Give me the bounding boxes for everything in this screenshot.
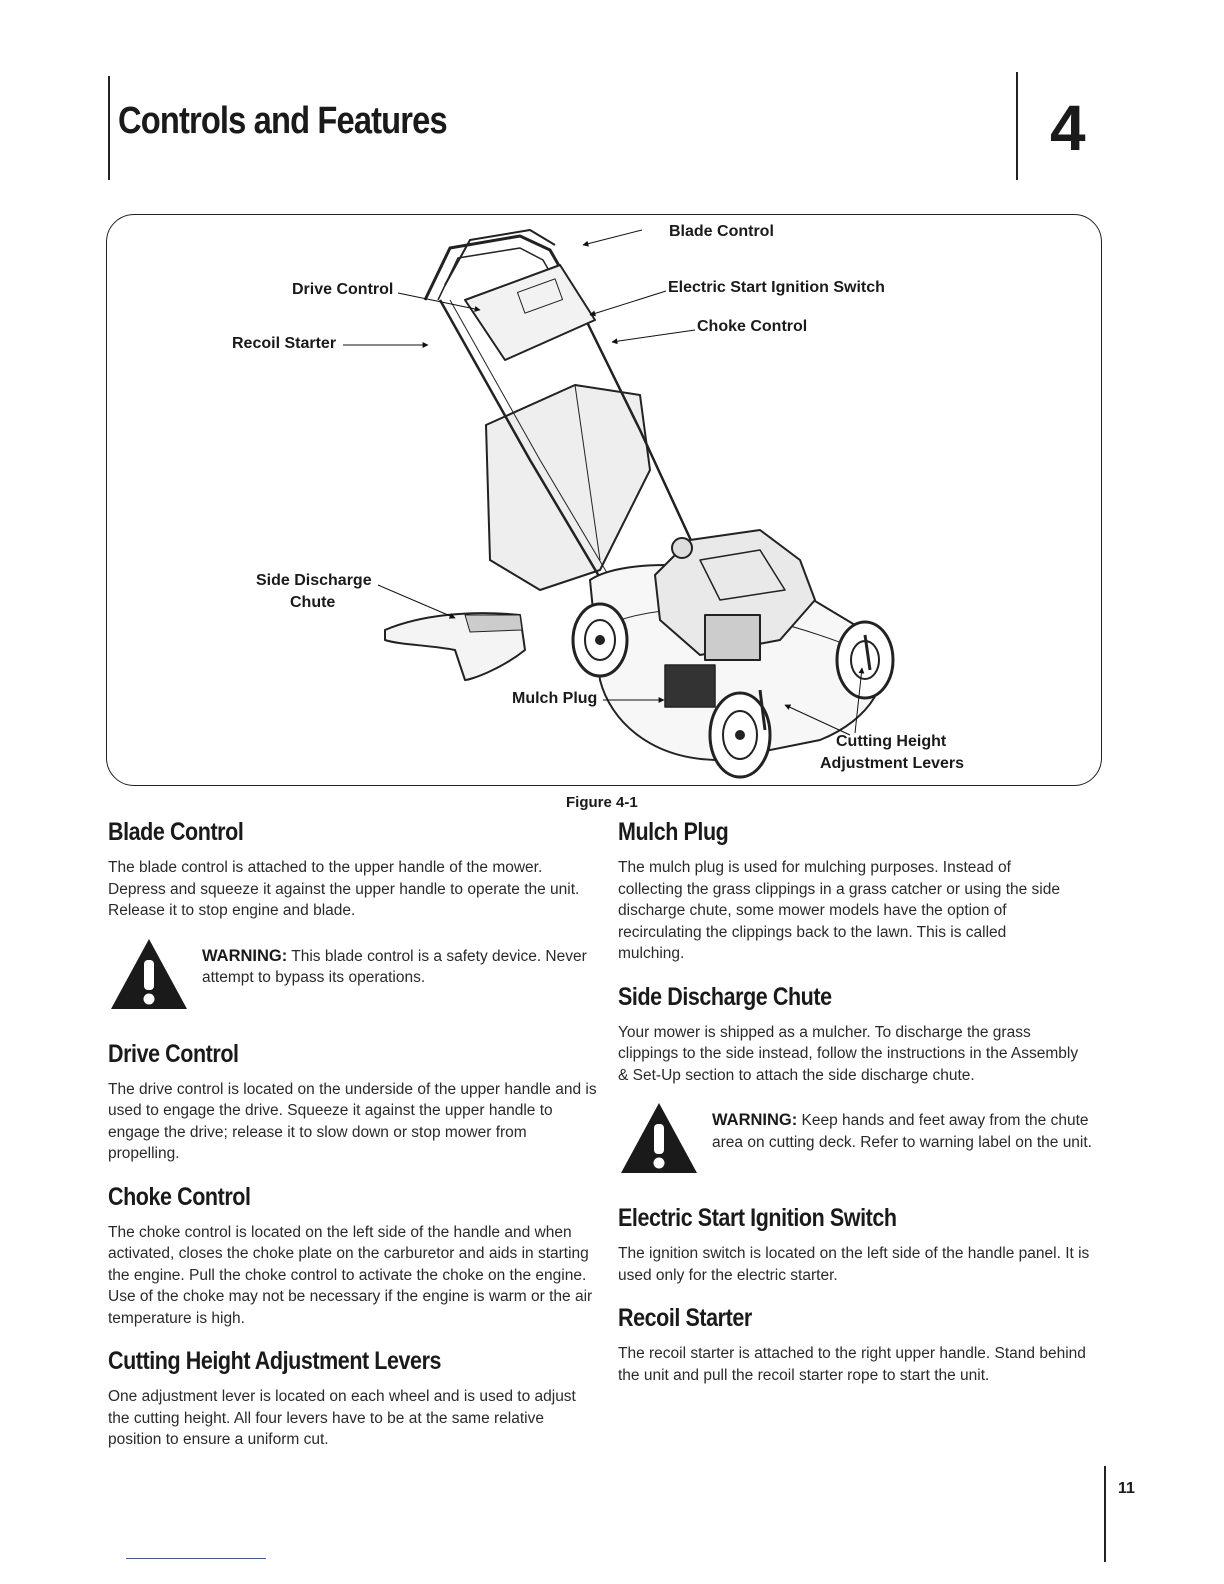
body-cutting-height: One adjustment lever is located on each wheel and is used to adjust the cutting height. All four levers have to be at the same relative position to ensure a uniform cut. bbox=[108, 1388, 576, 1448]
section-mulch-plug bbox=[618, 818, 1108, 965]
callout-choke-control: Choke Control bbox=[697, 318, 808, 335]
warning-triangle-icon bbox=[618, 1100, 700, 1176]
footer-link-underline bbox=[126, 1558, 266, 1559]
heading-cutting-height: Cutting Height Adjustment Levers bbox=[108, 1347, 442, 1375]
section-cutting-height bbox=[108, 1347, 598, 1451]
body-recoil-starter: The recoil starter is attached to the right upper handle. Stand behind the unit and pull the recoil starter rope to start the unit. bbox=[618, 1345, 1086, 1384]
heading-choke-control: Choke Control bbox=[108, 1182, 251, 1211]
page-number: 11 bbox=[1118, 1480, 1135, 1497]
callout-cutting-height-line2: Adjustment Levers bbox=[820, 755, 965, 772]
fuel-cap bbox=[672, 538, 692, 558]
right-column bbox=[618, 818, 1108, 1404]
section-choke-control bbox=[108, 1183, 598, 1330]
callout-cutting-height-line1: Cutting Height bbox=[836, 733, 947, 750]
warning-blade-control bbox=[108, 936, 598, 1018]
section-blade-control bbox=[108, 818, 598, 1018]
heading-drive-control: Drive Control bbox=[108, 1039, 239, 1068]
callout-side-discharge-line2: Chute bbox=[290, 594, 336, 611]
heading-blade-control: Blade Control bbox=[108, 818, 244, 846]
callout-drive-control: Drive Control bbox=[292, 281, 394, 298]
heading-mulch-plug: Mulch Plug bbox=[618, 818, 729, 846]
wheel-front-right bbox=[837, 622, 893, 698]
handle-panel bbox=[465, 265, 595, 360]
body-blade-control: The blade control is attached to the upper handle of the mower. Depress and squeeze it against the upper handle to operate the unit. Release it to stop engine and blade. bbox=[108, 859, 580, 919]
warning-label: WARNING: bbox=[712, 1111, 798, 1129]
warning-message: This blade control is a safety device. Never attempt to bypass its operations. bbox=[202, 947, 587, 986]
callout-side-discharge-line1: Side Discharge bbox=[256, 572, 372, 589]
chapter-number: 4 bbox=[1050, 92, 1086, 164]
warning-message: Keep hands and feet away from the chute area on cutting deck. Refer to warning label on the unit. bbox=[712, 1112, 1092, 1151]
heading-side-discharge: Side Discharge Chute bbox=[618, 982, 832, 1011]
warning-text-blade-control bbox=[202, 946, 598, 989]
callout-electric-start: Electric Start Ignition Switch bbox=[668, 279, 885, 296]
section-electric-start bbox=[618, 1204, 1108, 1286]
body-choke-control: The choke control is located on the left side of the handle and when activated, closes the choke plate on the carburetor and aids in starting the engine. Pull the choke control to activate the choke on the engine. Use of the choke may not be necessary if the engine is warm or the air temperature is high. bbox=[108, 1223, 593, 1327]
section-drive-control bbox=[108, 1040, 598, 1165]
callout-blade-control: Blade Control bbox=[669, 223, 774, 240]
heading-electric-start: Electric Start Ignition Switch bbox=[618, 1204, 897, 1232]
warning-side-discharge bbox=[618, 1100, 1108, 1182]
page-title: Controls and Features bbox=[118, 100, 447, 142]
body-side-discharge: Your mower is shipped as a mulcher. To discharge the grass clippings to the side instead, follow the instructions in the Assembly & Set-Up section to attach the side discharge chute. bbox=[618, 1023, 1079, 1084]
warning-triangle-icon bbox=[108, 936, 190, 1012]
figure-caption: Figure 4-1 bbox=[566, 794, 638, 811]
section-side-discharge bbox=[618, 983, 1108, 1183]
heading-recoil-starter: Recoil Starter bbox=[618, 1304, 752, 1332]
section-recoil-starter bbox=[618, 1304, 1108, 1386]
callout-recoil-starter: Recoil Starter bbox=[232, 335, 337, 352]
left-column bbox=[108, 818, 598, 1469]
grass-bag bbox=[486, 385, 650, 590]
callout-mulch-plug: Mulch Plug bbox=[512, 690, 598, 707]
body-electric-start: The ignition switch is located on the left side of the handle panel. It is used only for the electric starter. bbox=[618, 1245, 1090, 1284]
warning-text-side-discharge bbox=[712, 1110, 1108, 1153]
mulch-plug-shape bbox=[665, 665, 715, 707]
body-mulch-plug: The mulch plug is used for mulching purposes. Instead of collecting the grass clippings in a grass catcher or using the side discharge chute, some mower models have the option of recirculating the clippings back to the lawn. This is called mulching. bbox=[618, 859, 1060, 962]
body-drive-control: The drive control is located on the underside of the upper handle and is used to engage the drive. Squeeze it against the upper handle to engage the drive; release it to slow down or stop mower from propelling. bbox=[108, 1080, 597, 1162]
warning-label: WARNING: bbox=[202, 946, 288, 965]
wheel-rear-left bbox=[573, 604, 627, 676]
page-number-rule bbox=[1104, 1466, 1106, 1562]
